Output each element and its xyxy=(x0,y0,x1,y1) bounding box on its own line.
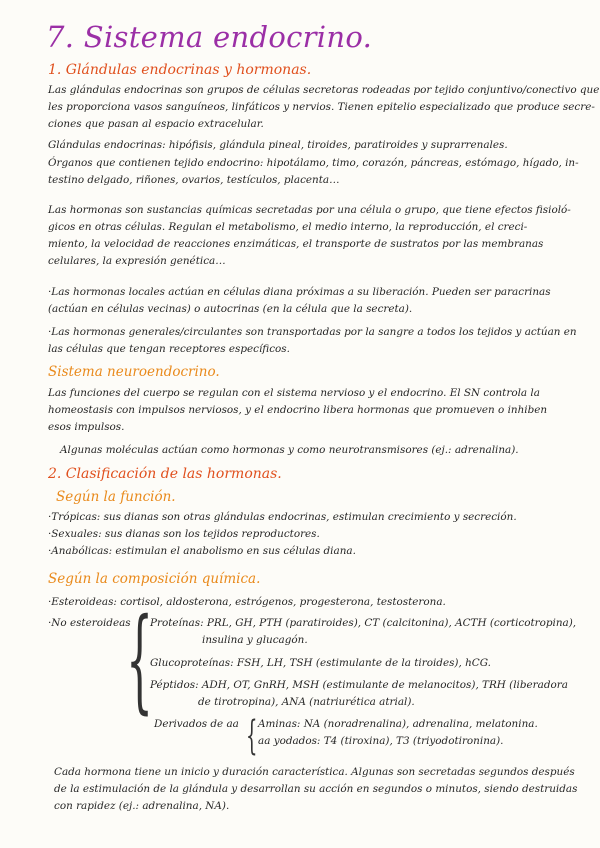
paragraph-glandulas: Las glándulas endocrinas son grupos de células secretoras rodeadas por tejido conjuntivo/conectivo que les proporciona vasos sanguíneos, linfáticos y nervios. Tienen epitelio especializado que produce secre- ciones que pasan al espacio extracelular. xyxy=(48,84,600,130)
brace-derivados: { xyxy=(246,713,258,759)
section-2-heading: 2. Clasificación de las hormonas. xyxy=(48,466,282,482)
group-peptidos: Péptidos: ADH, OT, GnRH, MSH (estimulante de melanocitos), TRH (liberadora de tirotropina), ANA (natriurética atrial). xyxy=(150,679,568,708)
paragraph-organos: Órganos que contienen tejido endocrino: hipotálamo, timo, corazón, páncreas, estómago, hígado, in- testino delgado, riñones, ovarios, testículos, placenta… xyxy=(48,157,579,186)
bullet-hormonas-locales: ·Las hormonas locales actúan en células diana próximas a su liberación. Pueden ser paracrinas (actúan en células vecinas) o autocrinas (en la célula que la secreta). xyxy=(48,286,551,315)
paragraph-glandulas-list: Glándulas endocrinas: hipófisis, glándula pineal, tiroides, paratiroides y suprarrenales. xyxy=(48,139,508,151)
group-proteinas: Proteínas: PRL, GH, PTH (paratiroides), CT (calcitonina), ACTH (corticotropina), insulina y glucagón. xyxy=(150,617,577,646)
group-glucoproteinas: Glucoproteínas: FSH, LH, TSH (estimulante de la tiroides), hCG. xyxy=(150,657,491,669)
item-esteroideas: ·Esteroideas: cortisol, aldosterona, estrógenos, progesterona, testosterona. xyxy=(48,596,446,608)
paragraph-neurotransmisores: Algunas moléculas actúan como hormonas y como neurotransmisores (ej.: adrenalina). xyxy=(60,444,519,456)
paragraph-final: Cada hormona tiene un inicio y duración característica. Algunas son secretadas segundos después de la estimulación de la glándula y desarrollan su acción en segundos o minutos, siendo destruidas con rapidez (ej.: adrenalina, NA). xyxy=(54,766,578,812)
bullet-hormonas-generales: ·Las hormonas generales/circulantes son transportadas por la sangre a todos los tejidos y actúan en las células que tengan receptores específicos. xyxy=(48,326,577,355)
subheading-composicion: Según la composición química. xyxy=(48,571,261,587)
list-item: ·Sexuales: sus dianas son los tejidos reproductores. xyxy=(48,528,320,540)
list-item: ·Trópicas: sus dianas son otras glándulas endocrinas, estimulan crecimiento y secreción. xyxy=(48,511,517,523)
group-derivados: Derivados de aa xyxy=(154,718,239,730)
paragraph-hormonas: Las hormonas son sustancias químicas secretadas por una célula o grupo, que tiene efectos fisioló- gicos en otras células. Regulan el metabolismo, el medio interno, la reproducción, el creci- miento, la velocidad de reacciones enzimáticas, el transporte de sustratos por las membranas celulares, la expresión genética… xyxy=(48,204,571,267)
section-1-heading: 1. Glándulas endocrinas y hormonas. xyxy=(48,62,312,78)
subheading-neuroendocrino: Sistema neuroendocrino. xyxy=(48,364,220,380)
group-aminas-yodados: Aminas: NA (noradrenalina), adrenalina, melatonina. aa yodados: T4 (tiroxina), T3 (triyodotironina). xyxy=(258,718,538,747)
list-item: ·Anabólicas: estimulan el anabolismo en sus células diana. xyxy=(48,545,356,557)
brace-no-esteroideas: { xyxy=(126,595,154,725)
paragraph-neuroendocrino: Las funciones del cuerpo se regulan con el sistema nervioso y el endocrino. El SN controla la homeostasis con impulsos nerviosos, y el endocrino libera hormonas que promueven o inhiben esos impulsos. xyxy=(48,387,548,433)
subheading-funcion: Según la función. xyxy=(56,489,176,505)
item-no-esteroideas: ·No esteroideas xyxy=(48,617,131,629)
page-title: 7. Sistema endocrino. xyxy=(46,20,373,54)
list-funcion xyxy=(48,509,517,560)
